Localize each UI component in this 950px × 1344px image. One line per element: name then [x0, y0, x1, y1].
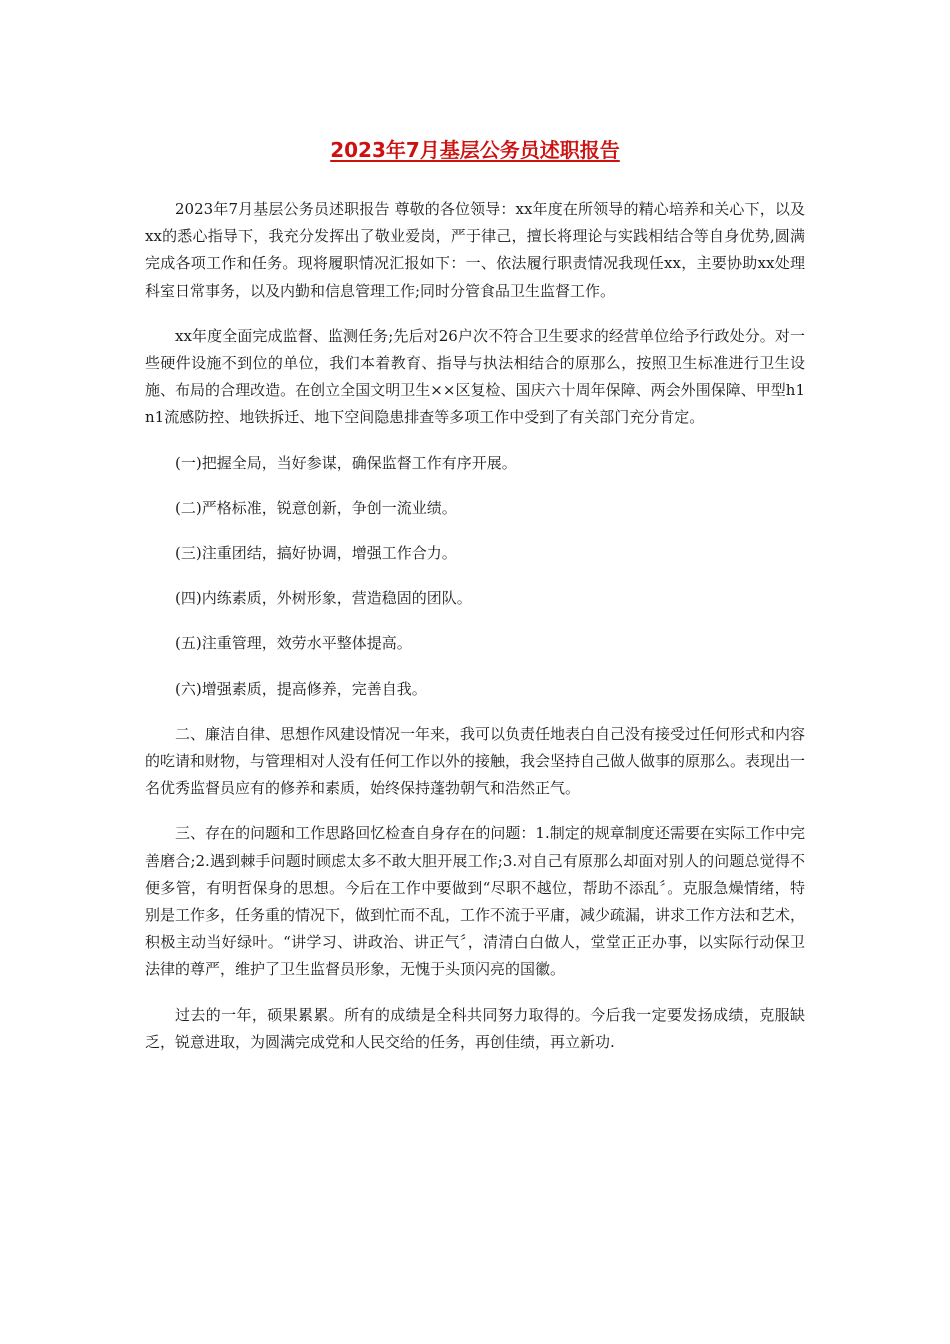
- paragraph-problems: 三、存在的问题和工作思路回忆检查自身存在的问题：1.制定的规章制度还需要在实际工作中完善磨合;2.遇到棘手问题时顾虑太多不敢大胆开展工作;3.对自己有原那么却面对别人的问题总觉得不便多管，有明哲保身的思想。今后在工作中要做到“尽职不越位，帮助不添乱〞。克服急燥情绪，特别是工作多，任务重的情况下，做到忙而不乱，工作不流于平庸，减少疏漏，讲求工作方法和艺术，积极主动当好绿叶。“讲学习、讲政治、讲正气〞，清清白白做人，堂堂正正办事，以实际行动保卫法律的尊严，维护了卫生监督员形象，无愧于头顶闪亮的国徽。: [145, 824, 806, 979]
- list-item-6: (六)增强素质，提高修养，完善自我。: [175, 679, 427, 698]
- list-item-3: (三)注重团结，搞好协调，增强工作合力。: [175, 544, 457, 563]
- list-item-1: (一)把握全局，当好参谋，确保监督工作有序开展。: [175, 453, 517, 472]
- paragraph-conclusion: 过去的一年，硕果累累。所有的成绩是全科共同努力取得的。今后我一定要发扬成绩，克服缺乏，锐意进取，为圆满完成党和人民交给的任务，再创佳绩，再立新功.: [145, 1005, 805, 1051]
- document-title: 2023年7月基层公务员述职报告: [330, 138, 620, 162]
- paragraph-integrity: 二、廉洁自律、思想作风建设情况一年来，我可以负责任地表白自己没有接受过任何形式和内容的吃请和财物，与管理相对人没有任何工作以外的接触，我会坚持自己做人做事的原那么。表现出一名优秀监督员应有的修养和素质，始终保持蓬勃朝气和浩然正气。: [145, 724, 806, 798]
- paragraph-intro: 2023年7月基层公务员述职报告 尊敬的各位领导：xx年度在所领导的精心培养和关心下，以及xx的悉心指导下，我充分发挥出了敬业爱岗，严于律己，擅长将理论与实践相结合等自身优势,圆满完成各项工作和任务。现将履职情况汇报如下：一、依法履行职责情况我现任xx，主要协助xx处理科室日常事务，以及内勤和信息管理工作;同时分管食品卫生监督工作。: [145, 200, 805, 300]
- list-item-2: (二)严格标准，锐意创新，争创一流业绩。: [175, 498, 457, 517]
- list-item-5: (五)注重管理，效劳水平整体提高。: [175, 634, 412, 653]
- list-item-4: (四)内练素质，外树形象，营造稳固的团队。: [175, 589, 472, 608]
- paragraph-achievements: xx年度全面完成监督、监测任务;先后对26户次不符合卫生要求的经营单位给予行政处分。对一些硬件设施不到位的单位，我们本着教育、指导与执法相结合的原那么，按照卫生标准进行卫生设施、布局的合理改造。在创立全国文明卫生××区复检、国庆六十周年保障、两会外围保障、甲型h1n1流感防控、地铁拆迁、地下空间隐患排查等多项工作中受到了有关部门充分肯定。: [145, 326, 805, 427]
